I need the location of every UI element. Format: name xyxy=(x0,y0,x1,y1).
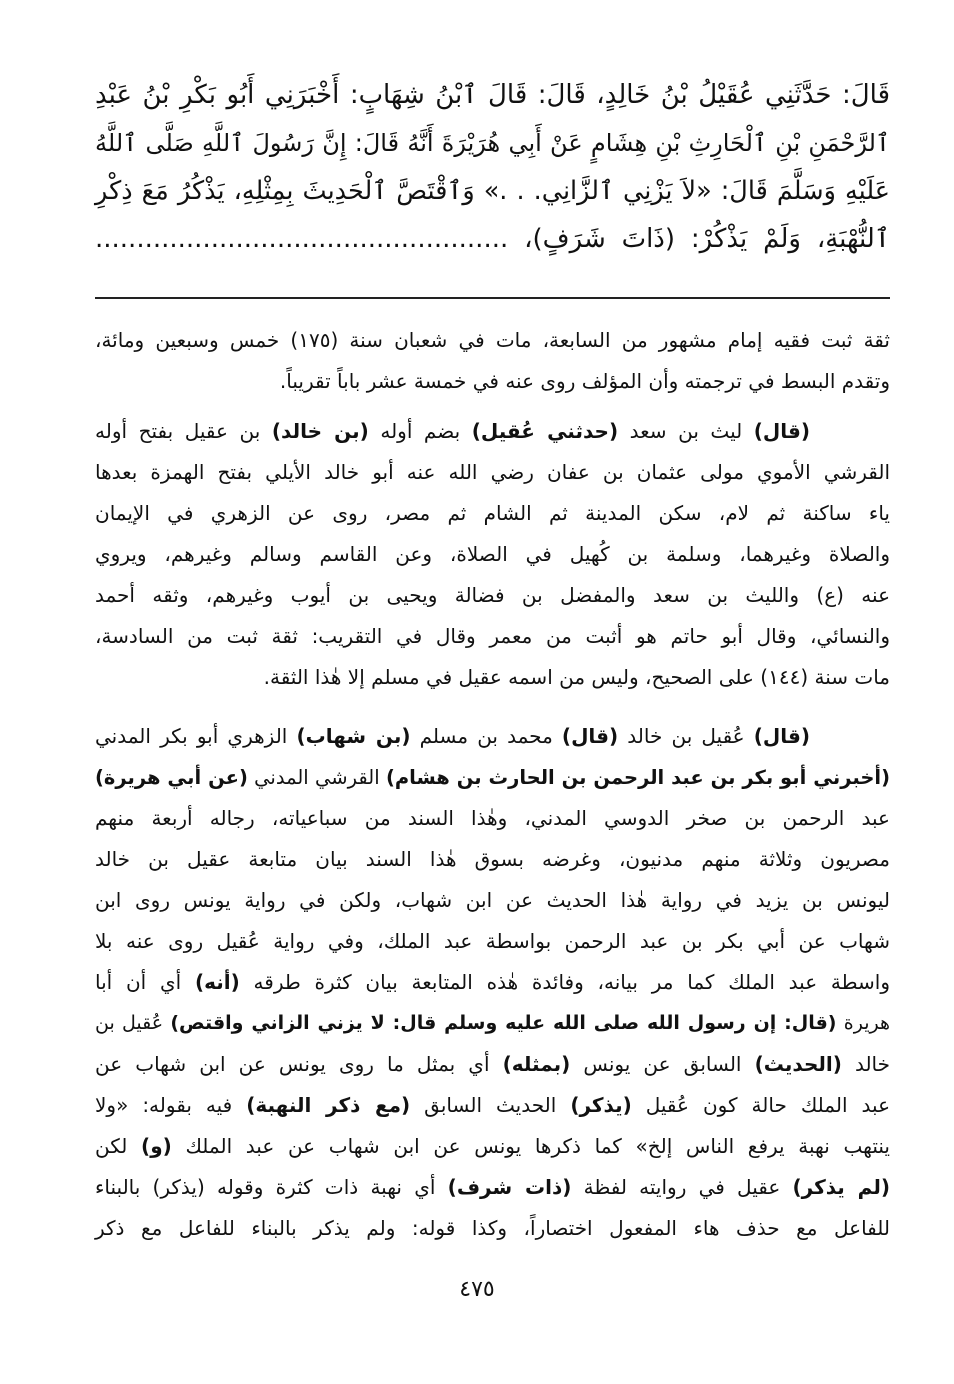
commentary-text: ليونس بن يزيد في رواية هٰذا الحديث عن ابن شهاب، ولكن في رواية يونس روى ابن xyxy=(95,888,890,912)
commentary-text: بضم أوله xyxy=(368,419,472,443)
commentary-text: عقيل في روايته لفظة xyxy=(571,1175,793,1199)
bold-quoted-term: (بن شهاب) xyxy=(296,724,411,748)
commentary-line xyxy=(95,1167,890,1208)
commentary-line xyxy=(95,1085,890,1126)
bold-quoted-term: (أنه) xyxy=(195,970,240,994)
commentary-text: لكن xyxy=(95,1134,142,1158)
bold-quoted-term: (عن أبي هريرة) xyxy=(95,766,248,789)
commentary-text: وتقدم البسط في ترجمته وأن المؤلف روى عنه في خمسة عشر باباً تقريباً. xyxy=(279,369,890,393)
commentary-paragraph xyxy=(95,411,890,698)
commentary-line xyxy=(95,921,890,962)
commentary-text: عبد الرحمن بن صخر الدوسي المدني، وهٰذا السند من سباعياته، رجاله أربعة منهم xyxy=(95,806,890,830)
bold-quoted-term: (يذكر) xyxy=(570,1093,632,1117)
bold-quoted-term: (لم يذكر) xyxy=(792,1175,890,1199)
commentary-line xyxy=(95,839,890,880)
commentary-text: والنسائي، وقال أبو حاتم هو أثبت من معمر وقال في التقريب: ثقة ثبت من السادسة، xyxy=(95,624,890,648)
commentary-text: هريرة xyxy=(836,1012,890,1034)
page-number: ٤٧٥ xyxy=(459,1277,495,1302)
commentary-text: واسطة عبد الملك كما مر بيانه، وفائدة هٰذه المتابعة بيان كثرة طرقه xyxy=(239,970,891,994)
commentary-line xyxy=(95,657,890,698)
hadith-line: ٱلنُّهْبَةِ، وَلَمْ يَذْكُرْ: (ذَاتَ شَرَفٍ)، .................................................. xyxy=(95,224,890,254)
commentary-text: خالد xyxy=(841,1052,891,1076)
hadith-line: قَالَ: حَدَّثَنِي عُقَيْلُ بْنُ خَالِدٍ، قَالَ: قَالَ ٱبْنُ شِهَابٍ: أَخْبَرَنِي أَبُو بَكْرِ بْنُ عَبْدِ xyxy=(95,80,890,110)
commentary-text: مصريون وثلاثة منهم مدنيون، وغرضه بسوق هٰذا السند بيان متابعة عقيل بن خالد xyxy=(95,847,890,871)
commentary-text: للفاعل مع حذف هاء المفعول اختصاراً، وكذا قوله: ولم يذكر بالبناء للفاعل مع ذكر xyxy=(95,1216,890,1240)
commentary-line xyxy=(95,1044,890,1085)
commentary-text: ليث بن سعد xyxy=(618,419,754,443)
commentary-text: والصلاة وغيرهما، وسلمة بن كُهيل في الصلاة، وعن القاسم وسالم وغيرهم، ويروي xyxy=(95,542,890,566)
hadith-line: ٱلرَّحْمَنِ بْنِ ٱلْحَارِثِ بْنِ هِشَامٍ عَنْ أَبِي هُرَيْرَةَ أَنَّهُ قَالَ: إِنَّ رَسُولَ ٱللَّهِ صَلَّى ٱللَّهُ xyxy=(95,129,890,157)
commentary-line xyxy=(95,757,890,798)
bold-quoted-term: (قال) xyxy=(753,419,810,443)
bold-quoted-term: (أخبرني أبو بكر بن عبد الرحمن بن الحارث بن هشام) xyxy=(385,766,890,789)
commentary-text: عبد الملك حالة كون عُقيل xyxy=(631,1093,890,1117)
bold-quoted-term: (مع ذكر النهبة) xyxy=(246,1093,411,1117)
bold-quoted-term: (قال) xyxy=(561,724,619,748)
commentary-text: بن عقيل بفتح أوله xyxy=(95,419,272,443)
commentary-line xyxy=(95,1126,890,1167)
bold-quoted-term: (الحديث) xyxy=(754,1052,842,1076)
commentary-text: عُقيل بن xyxy=(95,1012,171,1034)
commentary-line xyxy=(95,320,890,361)
commentary-line xyxy=(95,1003,890,1044)
commentary-text: عُقيل بن خالد xyxy=(618,724,754,748)
bold-quoted-term: (قال) xyxy=(753,724,810,748)
hadith-line: عَلَيْهِ وَسَلَّمَ قَالَ: «لاَ يَزْنِي ٱلزَّانِي. . .» وَٱقْتَصَّ ٱلْحَدِيثَ بِمِثْلِهِ، يَذْكُرُ مَعَ ذِكْرِ xyxy=(95,176,890,206)
commentary-line xyxy=(95,880,890,921)
commentary-line xyxy=(95,575,890,616)
commentary-text: شهاب عن أبي بكر بن عبد الرحمن بواسطة عبد الملك، وفي رواية عُقيل روى عنه بلا xyxy=(95,929,890,953)
commentary-paragraph xyxy=(95,716,890,1249)
commentary-text: عنه (ع) والليث بن سعد والمفضل بن فضالة ويحيى بن أيوب وغيرهم، وثقه أحمد xyxy=(95,583,890,607)
bold-quoted-term: (و) xyxy=(141,1134,172,1158)
commentary-text: السابق عن يونس xyxy=(570,1052,755,1076)
bold-quoted-term: (بمثله) xyxy=(502,1052,571,1076)
commentary-text: ياء ساكنة ثم لام، سكن المدينة ثم الشام ثم مصر، روى عن الزهري في الإيمان xyxy=(95,501,890,525)
commentary-line xyxy=(95,798,890,839)
commentary-line xyxy=(95,962,890,1003)
commentary-text: فيه بقوله: «ولا xyxy=(95,1093,247,1117)
commentary-line xyxy=(95,452,890,493)
bold-quoted-term: (قال: إن رسول الله صلى الله عليه وسلم قال: لا يزني الزاني واقتص) xyxy=(170,1012,837,1034)
commentary-text: الزهري أبو بكر المدني xyxy=(95,724,297,748)
commentary-line xyxy=(95,493,890,534)
commentary-text: القرشي المدني xyxy=(247,766,386,789)
footnote-separator xyxy=(95,297,890,299)
commentary-paragraph xyxy=(95,320,890,402)
commentary-text: ينتهب نهبة يرفع الناس إلخ» كما ذكرها يونس عن ابن شهاب عن عبد الملك xyxy=(171,1134,890,1158)
commentary-line xyxy=(95,1208,890,1249)
commentary-text: أي بمثل ما روى يونس عن ابن شهاب عن xyxy=(95,1052,503,1076)
commentary-line xyxy=(95,716,890,757)
commentary-text: أي أن أبا xyxy=(95,970,195,994)
bold-quoted-term: (ذات شرف) xyxy=(447,1175,572,1199)
commentary-line xyxy=(95,361,890,402)
commentary-line xyxy=(95,411,890,452)
commentary-text: مات سنة (١٤٤) على الصحيح، وليس من اسمه عقيل في مسلم إلا هٰذا الثقة. xyxy=(263,665,890,689)
commentary-text: القرشي الأموي مولى عثمان بن عفان رضي الله عنه أبو خالد الأيلي بفتح الهمزة بعدها xyxy=(95,460,890,484)
commentary-text: محمد بن مسلم xyxy=(410,724,562,748)
bold-quoted-term: (حدثني عُقيل) xyxy=(471,419,619,443)
commentary-line xyxy=(95,534,890,575)
hadith-text-block xyxy=(95,71,890,263)
commentary-line xyxy=(95,616,890,657)
bold-quoted-term: (بن خالد) xyxy=(271,419,369,443)
commentary-text: أي نهبة ذات كثرة وقوله (يذكر) بالبناء xyxy=(95,1175,448,1199)
commentary-text: ثقة ثبت فقيه إمام مشهور من السابعة، مات في شعبان سنة (١٧٥) خمس وسبعين ومائة، xyxy=(95,328,890,352)
commentary-text: الحديث السابق xyxy=(410,1093,571,1117)
